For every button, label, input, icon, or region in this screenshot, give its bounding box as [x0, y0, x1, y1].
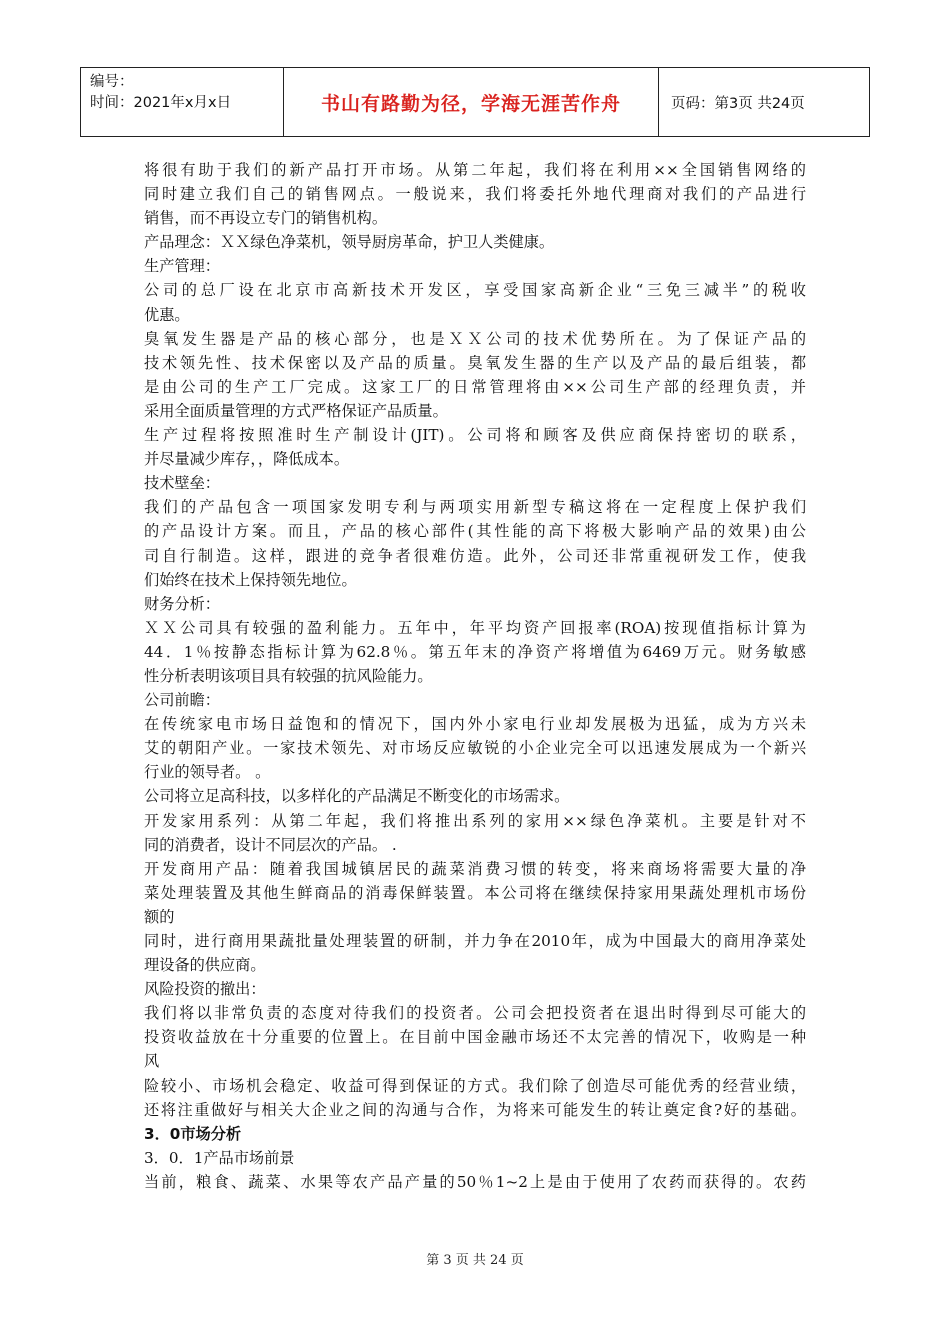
text-line: 风 — [144, 1052, 160, 1071]
text-line: 我们将以非常负责的态度对待我们的投资者。公司会把投资者在退出时得到尽可能大的 — [144, 1004, 806, 1023]
header-meta — [81, 68, 284, 136]
text-line: 将很有助于我们的新产品打开市场。从第二年起，我们将在利用××全国销售网络的 — [144, 161, 806, 179]
time-label: 时间：2021年x月x日 — [90, 95, 232, 111]
text-line: 开发家用系列：从第二年起，我们将推出系列的家用××绿色净菜机。主要是针对不 — [144, 811, 806, 830]
text-line: 险较小、市场机会稳定、收益可得到保证的方式。我们除了创造尽可能优秀的经营业绩， — [144, 1076, 806, 1095]
text-line: 们始终在技术上保持领先地位。 — [144, 570, 357, 589]
text-line: 当前，粮食、蔬菜、水果等农产品产量的50％1~2上是由于使用了农药而获得的。农药 — [144, 1172, 806, 1191]
text-line: 开发商用产品：随着我国城镇居民的蔬菜消费习惯的转变，将来商场将需要大量的净 — [144, 859, 806, 878]
text-line: 我们的产品包含一项国家发明专利与两项实用新型专稿这将在一定程度上保护我们 — [144, 498, 806, 517]
text-line: 同时建立我们自己的销售网点。一般说来，我们将委托外地代理商对我们的产品进行 — [144, 185, 806, 204]
text-line: 3．0．1产品市场前景 — [144, 1148, 295, 1167]
header-motto: 书山有路勤为径，学海无涯苦作舟 — [284, 68, 659, 136]
text-line: 销售，而不再设立专门的销售机构。 — [144, 209, 387, 228]
text-line: 风险投资的撤出： — [144, 980, 266, 999]
text-line: 技术壁垒： — [144, 474, 220, 493]
text-line: 采用全面质量管理的方式严格保证产品质量。 — [144, 401, 448, 420]
text-line: 臭氧发生器是产品的核心部分，也是ＸＸ公司的技术优势所在。为了保证产品的 — [144, 329, 806, 348]
text-line: 在传统家电市场日益饱和的情况下，国内外小家电行业却发展极为迅猛，成为方兴未 — [144, 715, 806, 734]
text-line: 还将注重做好与相关大企业之间的沟通与合作，为将来可能发生的转让奠定食?好的基础。 — [144, 1100, 806, 1119]
text-line: 优惠。 — [144, 305, 190, 324]
document-body — [144, 158, 806, 1194]
text-line: 产品理念：ＸＸ绿色净菜机，领导厨房革命，护卫人类健康。 — [144, 233, 555, 252]
number-label: 编号： — [90, 74, 134, 90]
text-line: 同时，进行商用果蔬批量处理装置的研制，并力争在2010年，成为中国最大的商用净菜处 — [144, 932, 806, 950]
text-line: 行业的领导者。 。 — [144, 763, 271, 782]
text-line: 同的消费者，设计不同层次的产品。 . — [144, 835, 397, 854]
text-line: 理设备的供应商。 — [144, 956, 266, 975]
text-line: 44．1％按静态指标计算为62.8％。第五年末的净资产将增值为6469万元。财务敏感 — [144, 642, 806, 661]
page-header — [80, 67, 870, 137]
text-line: 额的 — [144, 907, 175, 926]
text-line: 公司前瞻： — [144, 691, 220, 710]
text-line: 菜处理装置及其他生鲜商品的消毒保鲜装置。本公司将在继续保持家用果蔬处理机市场份 — [144, 883, 806, 902]
text-line: 生产管理： — [144, 257, 220, 276]
page-footer: 第 3 页 共 24 页 — [426, 1253, 524, 1268]
text-line: ＸＸ公司具有较强的盈利能力。五年中，年平均资产回报率(ROA)按现值指标计算为 — [144, 618, 806, 637]
text-line: 司自行制造。这样，跟进的竞争者很难仿造。此外，公司还非常重视研发工作，使我 — [144, 546, 806, 565]
text-line: 并尽量减少库存，，降低成本。 — [144, 450, 350, 469]
text-line: 性分析表明该项目具有较强的抗风险能力。 — [144, 666, 433, 685]
text-line: 公司将立足高科技，以多样化的产品满足不断变化的市场需求。 — [144, 787, 570, 806]
header-page-info: 页码：第3页 共24页 — [671, 95, 805, 112]
text-line: 财务分析： — [144, 594, 220, 613]
text-line: 生产过程将按照准时生产制设计(JIT)。公司将和顾客及供应商保持密切的联系， — [144, 426, 806, 445]
text-line: 公司的总厂设在北京市高新技术开发区，享受国家高新企业“三免三减半”的税收 — [144, 281, 806, 300]
text-line: 是由公司的生产工厂完成。这家工厂的日常管理将由××公司生产部的经理负责，并 — [144, 377, 806, 396]
section-heading: 3．0市场分析 — [144, 1124, 242, 1143]
text-line: 艾的朝阳产业。一家技术领先、对市场反应敏锐的小企业完全可以迅速发展成为一个新兴 — [144, 739, 806, 758]
text-line: 投资收益放在十分重要的位置上。在目前中国金融市场还不太完善的情况下，收购是一种 — [144, 1028, 806, 1047]
text-line: 技术领先性、技术保密以及产品的质量。臭氧发生器的生产以及产品的最后组装，都 — [144, 353, 806, 372]
text-line: 的产品设计方案。而且，产品的核心部件(其性能的高下将极大影响产品的效果)由公 — [144, 522, 806, 541]
